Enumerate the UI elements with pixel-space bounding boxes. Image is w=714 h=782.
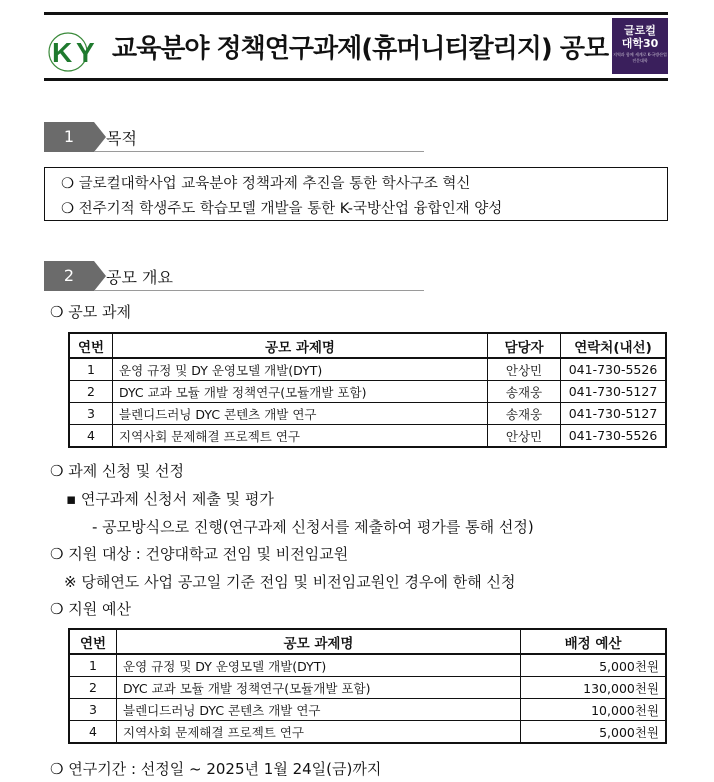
target-note: ※ 당해연도 사업 공고일 기준 전임 및 비전임교원인 경우에 한해 신청 [64, 573, 516, 591]
cell-title: 운영 규정 및 DY 운영모델 개발(DYT) [113, 358, 488, 381]
section-underline [94, 290, 424, 291]
budget-table [68, 628, 667, 744]
target-heading: ❍ 지원 대상 : 건양대학교 전임 및 비전임교원 [50, 545, 349, 563]
topic-table [68, 332, 667, 448]
cell-title: 지역사회 문제해결 프로젝트 연구 [117, 721, 521, 744]
section-header-overview [44, 261, 424, 291]
table-row [69, 654, 666, 677]
badge-line2: 대학30 [621, 37, 659, 50]
cell-title: DYC 교과 모듈 개발 정책연구(모듈개발 포함) [117, 677, 521, 699]
table-row [69, 358, 666, 381]
table-row [69, 699, 666, 721]
cell-title: 블렌디드러닝 DYC 콘텐츠 개발 연구 [113, 403, 488, 425]
svg-text:Y: Y [76, 37, 95, 68]
cell-manager: 송재웅 [488, 381, 561, 403]
research-period: ❍ 연구기간 : 선정일 ~ 2025년 1월 24일(금)까지 [50, 760, 382, 778]
header-bottom-rule [44, 78, 668, 81]
cell-no: 1 [69, 358, 113, 381]
header-top-rule [44, 12, 668, 15]
cell-contact: 041-730-5526 [561, 425, 667, 448]
table-row [69, 381, 666, 403]
cell-title: 운영 규정 및 DY 운영모델 개발(DYT) [117, 654, 521, 677]
table-row [69, 403, 666, 425]
section-underline [94, 151, 424, 152]
table-row [69, 677, 666, 699]
col-header: 공모 과제명 [117, 629, 521, 654]
cell-budget: 5,000천원 [521, 654, 667, 677]
cell-title: DYC 교과 모듈 개발 정책연구(모듈개발 포함) [113, 381, 488, 403]
purpose-box [44, 167, 668, 221]
cell-title: 지역사회 문제해결 프로젝트 연구 [113, 425, 488, 448]
purpose-item: ❍ 전주기적 학생주도 학습모델 개발을 통한 K-국방산업 융합인재 양성 [61, 201, 503, 217]
section-arrow-icon [94, 261, 106, 291]
col-header: 담당자 [488, 333, 561, 358]
col-header: 연번 [69, 333, 113, 358]
cell-manager: 송재웅 [488, 403, 561, 425]
apply-detail: - 공모방식으로 진행(연구과제 신청서를 제출하여 평가를 통해 선정) [92, 518, 534, 536]
cell-no: 4 [69, 721, 117, 744]
glocal-badge [612, 18, 668, 74]
cell-title: 블렌디드러닝 DYC 콘텐츠 개발 연구 [117, 699, 521, 721]
section-arrow-icon [94, 122, 106, 152]
page-title: 교육분야 정책연구과제(휴머니티칼리지) 공모 [112, 34, 609, 64]
col-header: 연락처(내선) [561, 333, 667, 358]
badge-line1: 글로컬 [624, 24, 656, 37]
topic-heading: ❍ 공모 과제 [50, 303, 131, 321]
university-logo [46, 30, 106, 74]
cell-contact: 041-730-5526 [561, 358, 667, 381]
cell-no: 2 [69, 381, 113, 403]
badge-caption: 지역과 함께 세계로 K-국방산업 전문대학 [613, 52, 667, 63]
cell-no: 3 [69, 699, 117, 721]
section-header-purpose [44, 122, 424, 152]
cell-contact: 041-730-5127 [561, 403, 667, 425]
apply-heading: ❍ 과제 신청 및 선정 [50, 462, 184, 480]
col-header: 배정 예산 [521, 629, 667, 654]
cell-no: 1 [69, 654, 117, 677]
col-header: 연번 [69, 629, 117, 654]
section-label: 목적 [106, 129, 137, 148]
cell-no: 4 [69, 425, 113, 448]
col-header: 공모 과제명 [113, 333, 488, 358]
svg-text:K: K [52, 37, 73, 68]
budget-heading: ❍ 지원 예산 [50, 600, 131, 618]
section-label: 공모 개요 [106, 268, 173, 287]
cell-manager: 안상민 [488, 425, 561, 448]
cell-no: 3 [69, 403, 113, 425]
cell-no: 2 [69, 677, 117, 699]
section-number: 1 [44, 122, 94, 152]
cell-budget: 130,000천원 [521, 677, 667, 699]
cell-budget: 10,000천원 [521, 699, 667, 721]
cell-budget: 5,000천원 [521, 721, 667, 744]
cell-manager: 안상민 [488, 358, 561, 381]
section-number: 2 [44, 261, 94, 291]
cell-contact: 041-730-5127 [561, 381, 667, 403]
table-row [69, 425, 666, 448]
purpose-item: ❍ 글로컬대학사업 교육분야 정책과제 추진을 통한 학사구조 혁신 [61, 176, 471, 192]
apply-sub: ▪ 연구과제 신청서 제출 및 평가 [66, 490, 274, 508]
table-row [69, 721, 666, 744]
